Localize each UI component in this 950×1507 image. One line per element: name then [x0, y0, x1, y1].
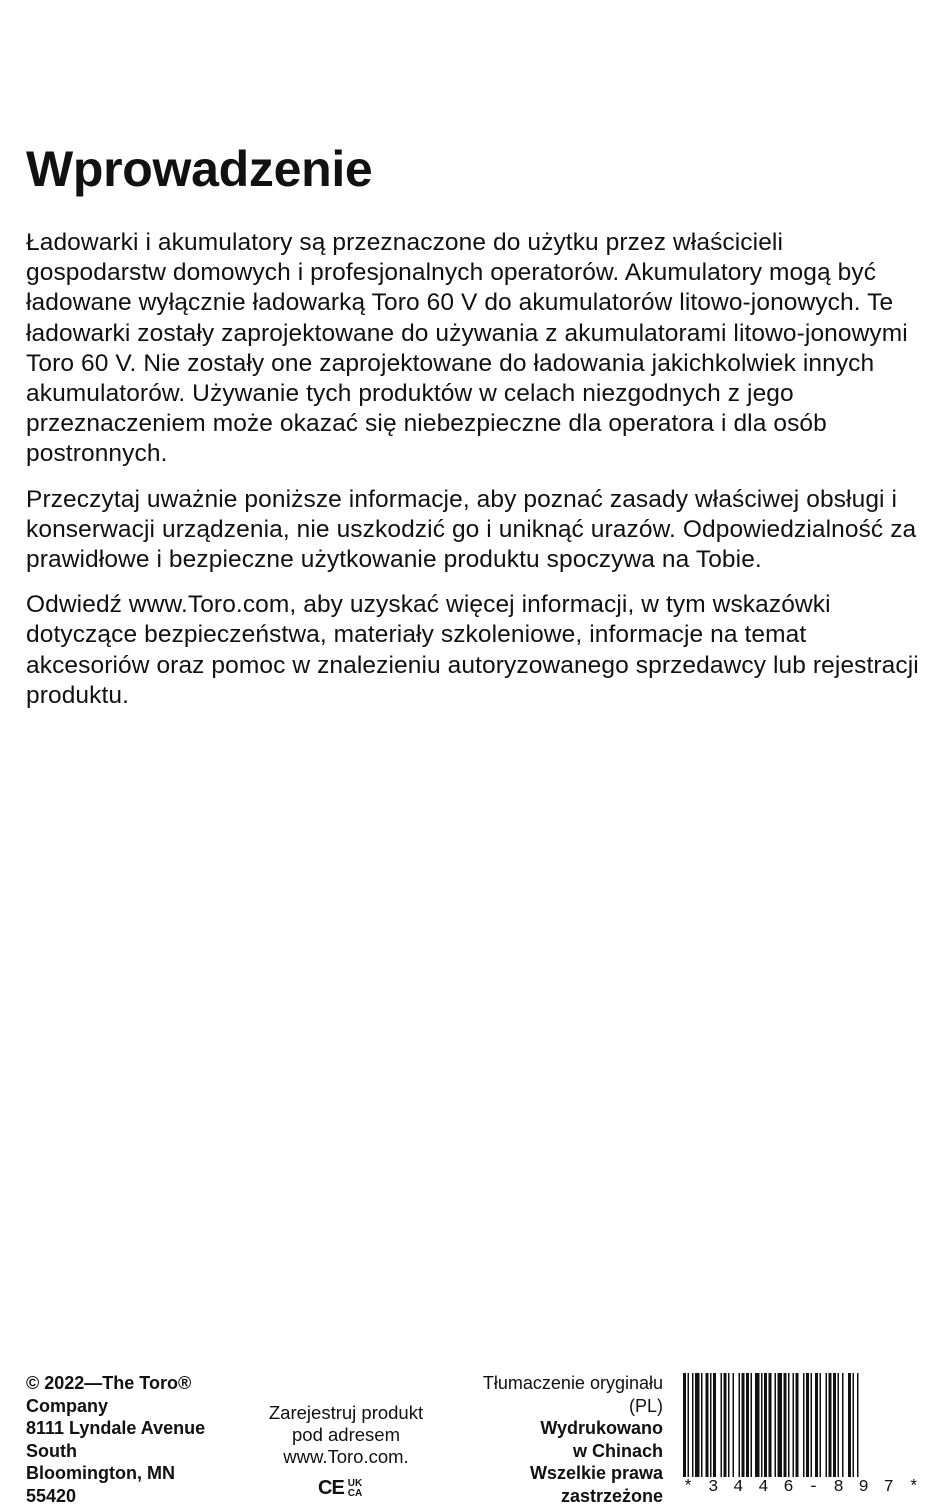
translation-line: (PL) — [423, 1395, 663, 1418]
address-line: Bloomington, MN — [26, 1462, 251, 1485]
intro-body — [26, 228, 926, 726]
register-line: pod adresem — [256, 1424, 436, 1446]
footer — [0, 1370, 950, 1501]
barcode-char: * — [683, 1478, 693, 1497]
barcode-char: 8 — [833, 1478, 843, 1497]
page-title: Wprowadzenie — [26, 142, 372, 197]
paragraph-website: Odwiedź www.Toro.com, aby uzyskać więcej informacji, w tym wskazówki dotyczące bezpieczeństwa, materiały szkoleniowe, informacje na temat akcesoriów oraz pomoc w znalezieniu autoryzowanego sprzedawcy lub rejestracji produktu. — [26, 590, 926, 711]
register-line: www.Toro.com. — [256, 1446, 436, 1468]
register-line: Zarejestruj produkt — [256, 1402, 436, 1424]
address-line: Company — [26, 1395, 251, 1418]
rights-line: Wszelkie prawa — [423, 1462, 663, 1485]
barcode-char: 4 — [758, 1478, 768, 1497]
address-line: 55420 — [26, 1485, 251, 1507]
address-line: 8111 Lyndale Avenue — [26, 1417, 251, 1440]
barcode-char: 3 — [708, 1478, 718, 1497]
company-address — [26, 1372, 251, 1507]
barcode-number — [683, 1478, 919, 1497]
barcode-char: 7 — [884, 1478, 894, 1497]
paragraph-intro: Ładowarki i akumulatory są przeznaczone do użytku przez właścicieli gospodarstw domowych i profesjonalnych operatorów. Akumulatory mogą być ładowane wyłącznie ładowarką Toro 60 V do akumulatorów litowo-jonowych. Te ładowarki zostały zaprojektowane do używania z akumulatorami litowo-jonowymi Toro 60 V. Nie zostały one zaprojektowane do ładowania jakichkolwiek innych akumulatorów. Używanie tych produktów w celach niezgodnych z jego przeznaczeniem może okazać się niebezpieczne dla operatora i dla osób postronnych. — [26, 228, 926, 470]
barcode-char: 6 — [783, 1478, 793, 1497]
address-line: © 2022—The Toro® — [26, 1372, 251, 1395]
barcode-char: - — [808, 1478, 818, 1497]
print-info — [423, 1372, 663, 1507]
barcode-char: 9 — [859, 1478, 869, 1497]
barcode-icon — [683, 1373, 919, 1477]
paragraph-safety: Przeczytaj uważnie poniższe informacje, aby poznać zasady właściwej obsługi i konserwacji urządzenia, nie uszkodzić go i uniknąć urazów. Odpowiedzialność za prawidłowe i bezpieczne użytkowanie produktu spoczywa na Tobie. — [26, 485, 926, 576]
barcode-char: * — [909, 1478, 919, 1497]
translation-line: Tłumaczenie oryginału — [423, 1372, 663, 1395]
ukca-bottom: CA — [348, 1488, 362, 1499]
barcode-char: 4 — [733, 1478, 743, 1497]
certification-marks — [318, 1477, 362, 1500]
ukca-top: UK — [348, 1478, 362, 1489]
address-line: South — [26, 1440, 251, 1463]
printed-line: w Chinach — [423, 1440, 663, 1463]
printed-line: Wydrukowano — [423, 1417, 663, 1440]
register-product-note — [256, 1402, 436, 1468]
ukca-mark-icon — [348, 1479, 362, 1499]
rights-line: zastrzeżone — [423, 1485, 663, 1507]
ce-mark-icon: CE — [318, 1477, 344, 1500]
